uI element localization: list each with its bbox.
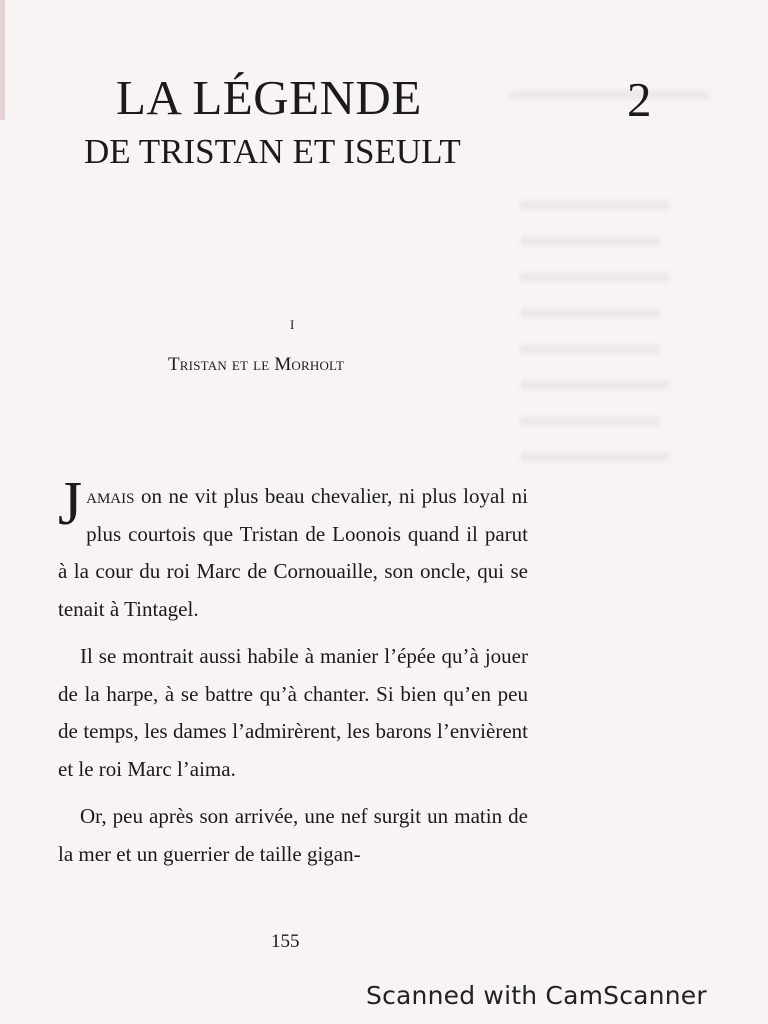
page-edge-mark — [0, 0, 5, 120]
paragraph-1-text: on ne vit plus beau chevalier, ni plus loyal ni plus courtois que Tristan de Loonois quand il parut à la cour du roi Marc de Cornouaille, son oncle, qui se tenait à Tintagel. — [58, 484, 528, 621]
chapter-number: 2 — [627, 72, 652, 127]
paragraph-3: Or, peu après son arrivée, une nef surgit un matin de la mer et un guerrier de taille gigan- — [58, 804, 528, 866]
scanner-watermark: Scanned with CamScanner — [366, 981, 707, 1010]
chapter-subtitle: DE TRISTAN ET ISEULT — [84, 132, 461, 171]
page-number: 155 — [271, 931, 300, 952]
paragraph-2: Il se montrait aussi habile à manier l’épée qu’à jouer de la harpe, à se battre qu’à chanter. Si bien qu’en peu de temps, les dames l’admirèrent, les barons l’envièrent et le roi Marc l’aima. — [58, 644, 528, 781]
first-word-small-caps: amais — [86, 484, 135, 508]
paragraph-1 — [58, 470, 528, 628]
chapter-title: LA LÉGENDE — [116, 70, 422, 125]
section-title: Tristan et le Morholt — [168, 354, 345, 375]
section-number: I — [290, 317, 295, 332]
drop-cap: J — [58, 470, 83, 538]
body-text — [58, 470, 528, 873]
